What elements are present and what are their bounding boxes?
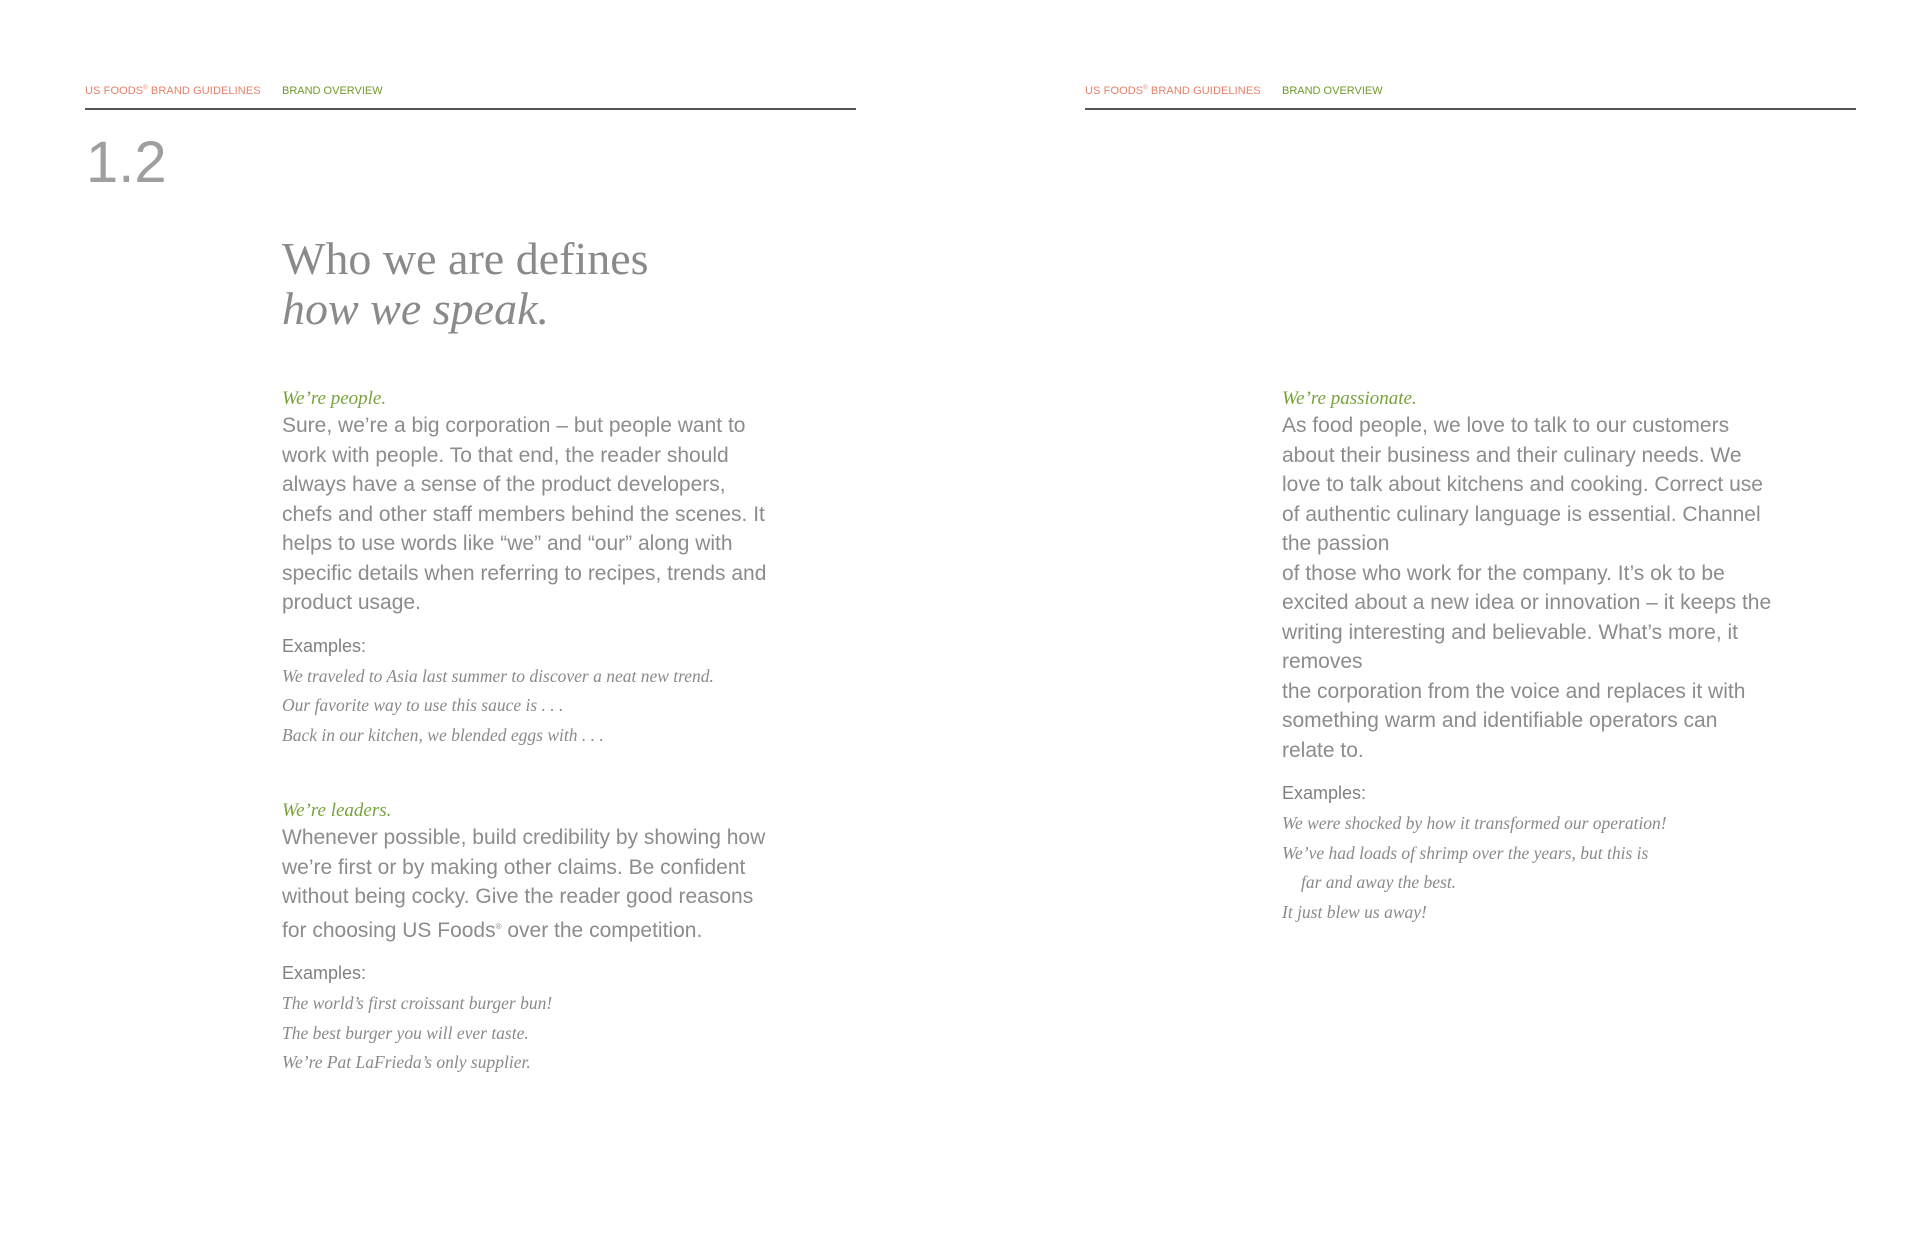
page-header	[85, 84, 856, 110]
example-item: We were shocked by how it transformed our operation!	[1282, 813, 1667, 833]
examples-label: Examples:	[1282, 783, 1367, 803]
page-headline	[282, 234, 649, 334]
example-item: The world’s first croissant burger bun!	[282, 993, 553, 1013]
block-subhead: We’re people.	[282, 388, 387, 409]
example-item: Our favorite way to use this sauce is . . .	[282, 695, 564, 715]
example-item: far and away the best.	[1301, 872, 1457, 892]
block-subhead: We’re leaders.	[282, 800, 392, 821]
examples-label: Examples:	[282, 963, 367, 983]
block-subhead: We’re passionate.	[1282, 388, 1417, 409]
header-section-title: BRAND OVERVIEW	[1282, 85, 1383, 97]
example-item: Back in our kitchen, we blended eggs with . . .	[282, 724, 604, 745]
example-item: The best burger you will ever taste.	[282, 1022, 529, 1043]
block-body: Sure, we’re a big corporation – but people want to work with people. To that end, the reader should always have a sense of the product developers, chefs and other staff members behind the scenes. It helps to use words like “we” and “our” along with specific details when referring to recipes, trends and product usage.	[282, 414, 767, 614]
block-body: Whenever possible, build credibility by showing how we’re first or by making other claims. Be confident without being cocky. Give the reader good reasons for choosing US Foods® over the competition.	[282, 826, 766, 942]
block-people	[282, 387, 812, 750]
headline-line-2: how we speak.	[282, 283, 550, 334]
block-body: As food people, we love to talk to our customers about their business and their culinary needs. We love to talk about kitchens and cooking. Correct use of authentic culinary language is essential. Channel the passion of those who work for the company. It’s ok to be excited about a new idea or innovation – it keeps the writing interesting and believable. What’s more, it removes the corporation from the voice and replaces it with something warm and identifiable operators can relate to.	[1282, 414, 1772, 762]
header-section-title: BRAND OVERVIEW	[282, 85, 383, 97]
examples-label: Examples:	[282, 635, 367, 656]
headline-line-1: Who we are defines	[282, 233, 649, 284]
block-leaders	[282, 799, 812, 1078]
page-header	[1085, 84, 1856, 110]
header-brand-guidelines: US FOODS® BRAND GUIDELINES	[1085, 85, 1261, 97]
example-item: We traveled to Asia last summer to discover a neat new trend.	[282, 665, 714, 686]
section-number: 1.2	[86, 130, 167, 195]
example-item: We’re Pat LaFrieda’s only supplier.	[282, 1052, 531, 1072]
block-passionate	[1282, 387, 1812, 927]
header-brand-guidelines: US FOODS® BRAND GUIDELINES	[85, 85, 261, 97]
example-item: It just blew us away!	[1282, 901, 1427, 922]
example-item: We’ve had loads of shrimp over the years, but this is	[1282, 842, 1649, 863]
